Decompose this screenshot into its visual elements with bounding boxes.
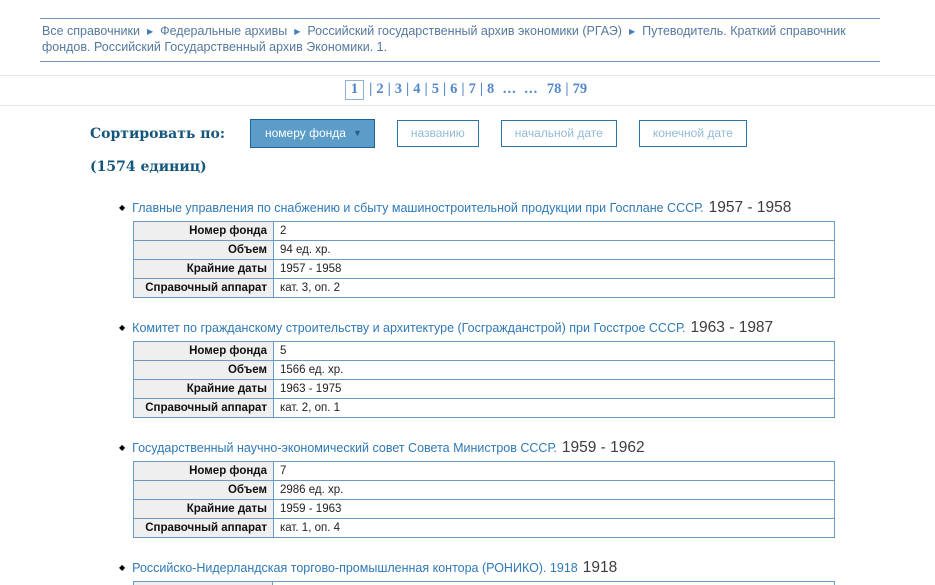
- field-label: Справочный аппарат: [134, 399, 274, 418]
- breadcrumb-arrow-icon: ▶: [146, 27, 154, 36]
- fond-table: [133, 341, 835, 418]
- field-label: Крайние даты: [134, 380, 274, 399]
- field-label: Номер фонда: [134, 222, 274, 241]
- sort-button-start-date[interactable]: начальной дате: [501, 120, 617, 147]
- pagination-separator: |: [479, 81, 484, 97]
- bullet-icon: ◆: [119, 443, 126, 452]
- sort-button-name[interactable]: названию: [397, 120, 479, 147]
- pagination-page-78[interactable]: 78: [546, 81, 562, 97]
- pagination: [0, 75, 935, 106]
- fond-date-range: 1957 - 1958: [708, 199, 792, 216]
- fond-title-link[interactable]: Российско-Нидерландская торгово-промышленная контора (РОНИКО). 1918: [132, 561, 578, 575]
- breadcrumb-link-federal-archives[interactable]: Федеральные архивы: [160, 24, 288, 38]
- sort-button-fund-number[interactable]: [250, 119, 375, 148]
- bullet-icon: ◆: [119, 203, 126, 212]
- table-row: [134, 279, 835, 298]
- field-value: 1959 - 1963: [274, 500, 835, 519]
- list-item: [119, 319, 835, 418]
- table-row: [134, 380, 835, 399]
- list-item: [119, 439, 835, 538]
- field-value: 1957 - 1958: [274, 260, 835, 279]
- pagination-page-8[interactable]: 8: [487, 81, 495, 97]
- fond-table-partial: [133, 581, 835, 585]
- table-row: [134, 519, 835, 538]
- pagination-separator: |: [565, 81, 569, 97]
- field-label: Номер фонда: [134, 342, 274, 361]
- pagination-page-5[interactable]: 5: [431, 81, 439, 97]
- breadcrumb-arrow-icon: ▶: [628, 27, 636, 36]
- fond-date-range: 1963 - 1987: [690, 319, 774, 336]
- list-item: [119, 199, 835, 298]
- pagination-page-2[interactable]: 2: [376, 81, 384, 97]
- table-row: [134, 481, 835, 500]
- pagination-separator: |: [424, 81, 428, 97]
- breadcrumb-arrow-icon: ▶: [294, 27, 301, 36]
- fond-title-link[interactable]: Комитет по гражданскому строительству и архитектуре (Госгражданстрой) при Госстрое СССР.: [132, 321, 686, 335]
- breadcrumb-link-all-directories[interactable]: Все справочники: [42, 24, 140, 38]
- fond-title-link[interactable]: Государственный научно-экономический совет Совета Министров СССР.: [132, 441, 557, 455]
- fond-date-range: 1918: [582, 559, 618, 576]
- list-item: [119, 559, 835, 585]
- field-label: Объем: [134, 481, 274, 500]
- table-row: [134, 222, 835, 241]
- field-value: кат. 3, оп. 2: [274, 279, 835, 298]
- table-row: [134, 500, 835, 519]
- table-row: [134, 361, 835, 380]
- pagination-current-page: 1: [345, 80, 364, 100]
- table-row: [134, 241, 835, 260]
- field-value: 2: [274, 222, 835, 241]
- pagination-page-6[interactable]: 6: [450, 81, 458, 97]
- sort-by-label: Сортировать по:: [90, 125, 226, 142]
- pagination-separator: |: [369, 81, 373, 97]
- breadcrumb: [40, 18, 880, 62]
- table-row: [134, 399, 835, 418]
- sort-button-fund-number-label: номеру фонда: [265, 126, 346, 140]
- table-row: [134, 342, 835, 361]
- fond-date-range: 1959 - 1962: [561, 439, 645, 456]
- field-label: Крайние даты: [134, 260, 274, 279]
- sort-section: [90, 119, 935, 175]
- field-value: 1566 ед. хр.: [274, 361, 835, 380]
- fond-table: [133, 461, 835, 538]
- pagination-page-3[interactable]: 3: [394, 81, 403, 97]
- pagination-separator: |: [387, 81, 391, 97]
- field-value: кат. 1, оп. 4: [274, 519, 835, 538]
- pagination-page-4[interactable]: 4: [413, 81, 421, 97]
- pagination-separator: |: [461, 81, 465, 97]
- pagination-page-7[interactable]: 7: [468, 81, 476, 97]
- field-value: кат. 2, оп. 1: [274, 399, 835, 418]
- sort-button-end-date[interactable]: конечной дате: [639, 120, 747, 147]
- field-label: Крайние даты: [134, 500, 274, 519]
- field-label: Справочный аппарат: [134, 519, 274, 538]
- pagination-separator: |: [442, 81, 447, 97]
- field-label: Объем: [134, 241, 274, 260]
- field-value: 94 ед. хр.: [274, 241, 835, 260]
- pagination-separator: |: [406, 81, 410, 97]
- chevron-down-icon: ▼: [352, 128, 362, 138]
- page: [0, 18, 935, 576]
- pagination-ellipsis: ...: [502, 81, 517, 97]
- field-label: Объем: [134, 361, 274, 380]
- table-row: [134, 260, 835, 279]
- breadcrumb-link-rgae[interactable]: Российский государственный архив экономики (РГАЭ): [307, 24, 622, 38]
- table-row: [134, 462, 835, 481]
- pagination-ellipsis: ...: [524, 81, 539, 97]
- results-count: (1574 единиц): [90, 159, 207, 175]
- fond-table: [133, 221, 835, 298]
- field-label: Номер фонда: [134, 462, 274, 481]
- field-value: 2986 ед. хр.: [274, 481, 835, 500]
- field-value: 5: [274, 342, 835, 361]
- bullet-icon: ◆: [119, 323, 126, 332]
- fond-list: [119, 199, 835, 585]
- bullet-icon: ◆: [119, 563, 126, 572]
- field-value: 7: [274, 462, 835, 481]
- field-label: Справочный аппарат: [134, 279, 274, 298]
- fond-title-link[interactable]: Главные управления по снабжению и сбыту машиностроительной продукции при Госплане СССР.: [132, 201, 704, 215]
- field-value: 1963 - 1975: [274, 380, 835, 399]
- pagination-page-79[interactable]: 79: [572, 81, 588, 97]
- breadcrumb-current-page: Путеводитель. Краткий справочник фондов. Российский Государственный архив Экономики. 1.: [42, 24, 846, 54]
